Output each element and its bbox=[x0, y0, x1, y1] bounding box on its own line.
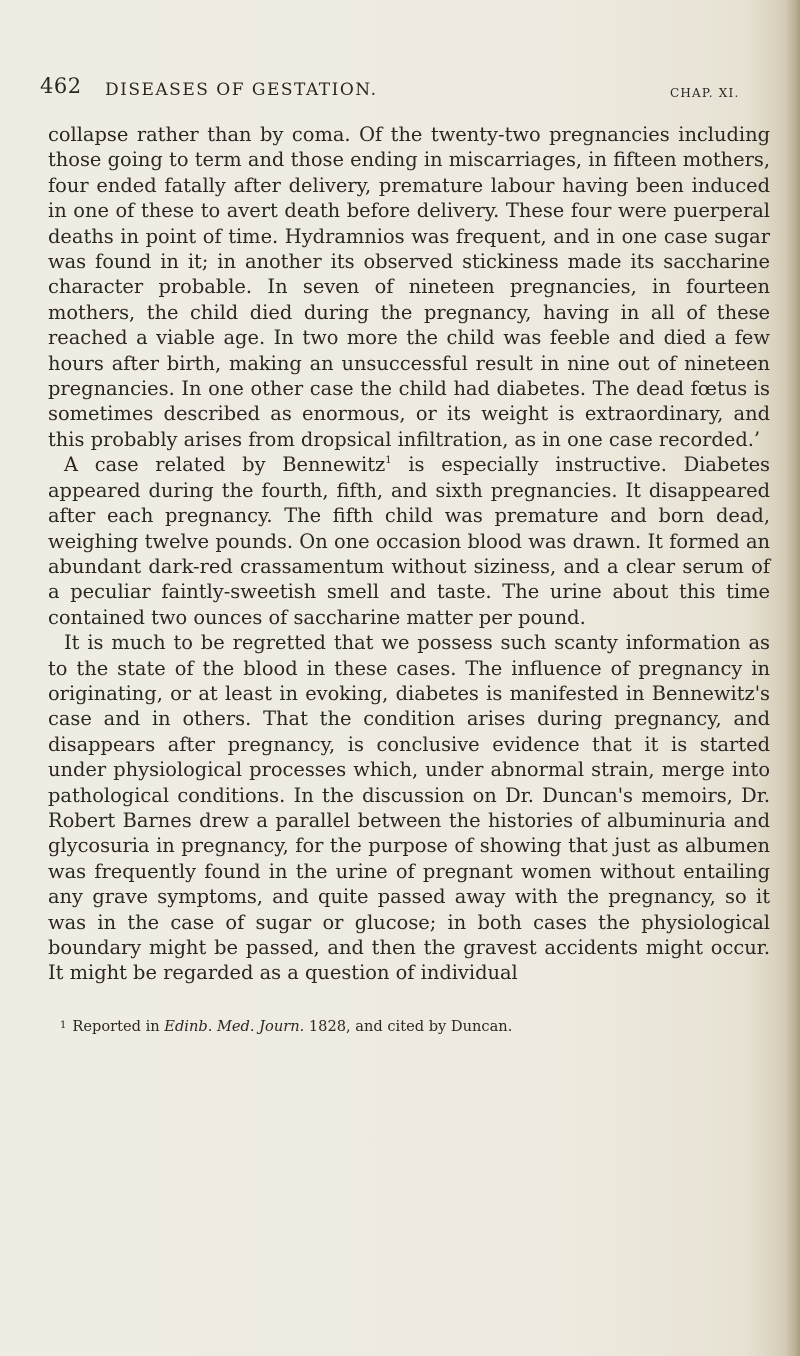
footnote-journal: Edinb. Med. Journ. bbox=[164, 1018, 305, 1035]
footnote bbox=[60, 1017, 760, 1036]
body-text bbox=[48, 122, 770, 986]
footnote-text-tail: 1828, and cited by Duncan. bbox=[304, 1018, 513, 1035]
paragraph-1: collapse rather than by coma. Of the twenty-two pregnancies including those going to term and those ending in miscarriages, in fifteen mothers, four ended fatally after delivery, premature labour having been induced in one of these to avert death before delivery. These four were puerperal deaths in point of time. Hydramnios was frequent, and in one case sugar was found in it; in another its observed stickiness made its saccharine character probable. In seven of nineteen pregnancies, in fourteen mothers, the child died during the pregnancy, having in all of these reached a viable age. In two more the child was feeble and died a few hours after birth, making an unsuccessful result in nine out of nineteen pregnancies. In one other case the child had diabetes. The dead fœtus is sometimes described as enormous, or its weight is extraordinary, and this probably arises from dropsical infiltration, as in one case recorded.’ bbox=[48, 123, 770, 451]
page-edge-shadow bbox=[786, 0, 800, 1356]
paragraph-3: It is much to be regretted that we possess such scanty information as to the state of the blood in these cases. The influence of pregnancy in originating, or at least in evoking, diabetes is manifested in Bennewitz's case and in others. That the condition arises during pregnancy, and disappears after pregnancy, is conclusive evidence that it is started under physiological processes which, under abnormal strain, merge into pathological conditions. In the discussion on Dr. Duncan's memoirs, Dr. Robert Barnes drew a parallel between the histories of albuminuria and glycosuria in pregnancy, for the purpose of showing that just as albumen was frequently found in the urine of pregnant women without entailing any grave symptoms, and quite passed away with the pregnancy, so it was in the case of sugar or glucose; in both cases the physiological boundary might be passed, and then the gravest accidents might occur. It might be regarded as a question of individual bbox=[48, 631, 770, 985]
footnote-marker: 1 bbox=[60, 1020, 67, 1031]
paragraph-2-rest: is especially instructive. Diabetes appeared during the fourth, fifth, and sixth pregnancies. It disappeared after each pregnancy. The fifth child was premature and born dead, weighing twelve pounds. On one occasion blood was drawn. It formed an abundant dark-red crassamentum without siziness, and a clear serum of a peculiar faintly-sweetish smell and taste. The urine about this time contained two ounces of saccharine matter per pound. bbox=[48, 453, 771, 629]
page-number: 462 bbox=[40, 74, 82, 98]
running-head bbox=[40, 74, 768, 108]
footnote-text-lead: Reported in bbox=[72, 1018, 165, 1035]
paragraph-2 bbox=[48, 452, 770, 630]
paragraph-2-lead: A case related by Bennewitz bbox=[64, 453, 386, 477]
chapter-label: CHAP. XI. bbox=[670, 86, 740, 100]
footnote-reference: 1 bbox=[385, 455, 392, 467]
running-title: DISEASES OF GESTATION. bbox=[105, 80, 378, 100]
